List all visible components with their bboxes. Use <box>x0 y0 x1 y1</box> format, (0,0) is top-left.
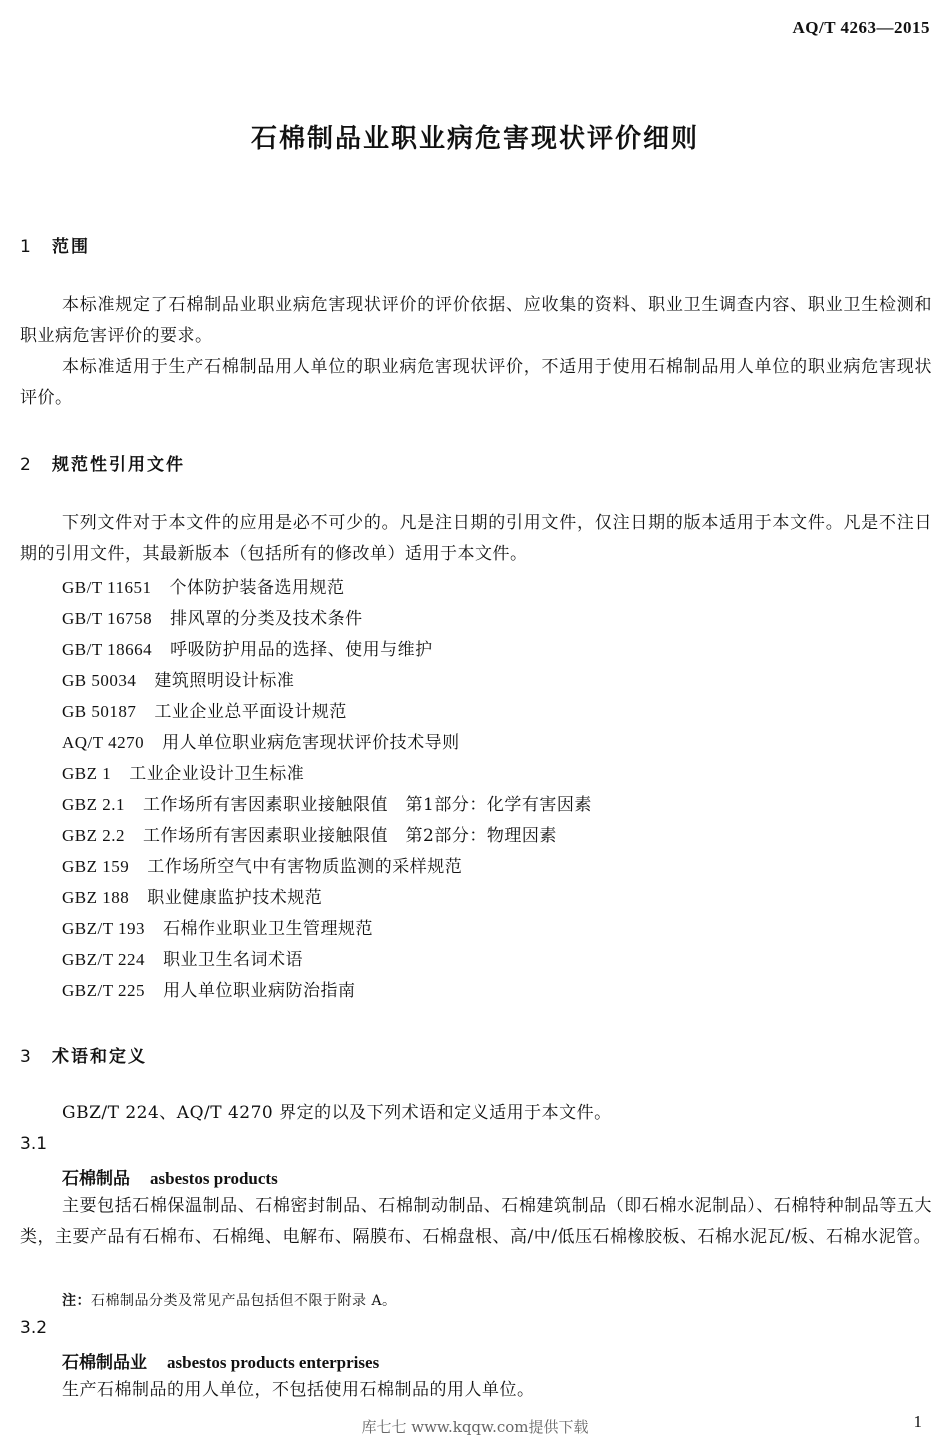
term-3-2-definition: 生产石棉制品的用人单位，不包括使用石棉制品的用人单位。 <box>62 1380 535 1400</box>
section-title: 范围 <box>52 237 90 257</box>
reference-item <box>62 635 433 660</box>
reference-title: 工作场所有害因素职业接触限值 第1部分：化学有害因素 <box>143 795 592 815</box>
reference-code: GBZ/T 224 <box>62 950 146 969</box>
reference-code: GBZ 188 <box>62 888 130 907</box>
reference-code: GB/T 16758 <box>62 609 153 628</box>
reference-item <box>62 573 345 598</box>
reference-item <box>62 604 363 629</box>
reference-title: 职业健康监护技术规范 <box>147 888 323 908</box>
reference-title: 工作场所有害因素职业接触限值 第2部分：物理因素 <box>143 826 557 846</box>
reference-code: GB/T 18664 <box>62 640 153 659</box>
reference-code: GBZ/T 193 <box>62 919 146 938</box>
term-3-1-heading <box>62 1164 278 1189</box>
reference-item <box>62 728 460 753</box>
term-zh: 石棉制品业 <box>62 1353 147 1373</box>
term-en: asbestos products <box>150 1169 278 1188</box>
note-text: 石棉制品分类及常见产品包括但不限于附录 A。 <box>91 1293 397 1309</box>
term-3-1-note <box>62 1290 397 1310</box>
term-3-2-number: 3.2 <box>20 1318 48 1338</box>
reference-title: 排风罩的分类及技术条件 <box>170 609 363 629</box>
term-3-2-heading <box>62 1348 379 1373</box>
reference-title: 石棉作业职业卫生管理规范 <box>163 919 374 939</box>
reference-item <box>62 666 294 691</box>
section-title: 规范性引用文件 <box>52 455 185 475</box>
section-1-paragraph-2: 本标准适用于生产石棉制品用人单位的职业病危害现状评价，不适用于使用石棉制品用人单位的职业病危害现状评价。 <box>20 357 932 408</box>
reference-title: 工业企业设计卫生标准 <box>129 764 305 784</box>
section-number: 2 <box>20 455 33 475</box>
section-number: 3 <box>20 1047 33 1067</box>
term-3-1-definition: 主要包括石棉保温制品、石棉密封制品、石棉制动制品、石棉建筑制品（即石棉水泥制品）、石棉特种制品等五大类，主要产品有石棉布、石棉绳、电解布、隔膜布、石棉盘根、高/中/低压石棉橡胶板、石棉水泥瓦/板、石棉水泥管。 <box>20 1196 932 1247</box>
document-title: 石棉制品业职业病危害现状评价细则 <box>250 124 699 154</box>
reference-title: 个体防护装备选用规范 <box>169 578 345 598</box>
term-zh: 石棉制品 <box>62 1169 130 1189</box>
section-3-heading <box>20 1042 147 1067</box>
term-3-1-number: 3.1 <box>20 1134 48 1154</box>
reference-title: 建筑照明设计标准 <box>154 671 295 691</box>
note-label: 注： <box>62 1293 91 1309</box>
reference-title: 呼吸防护用品的选择、使用与维护 <box>170 640 433 660</box>
page-number: 1 <box>913 1412 922 1431</box>
reference-title: 职业卫生名词术语 <box>163 950 304 970</box>
term-en: asbestos products enterprises <box>167 1353 380 1372</box>
section-number: 1 <box>20 237 33 257</box>
reference-code: GBZ/T 225 <box>62 981 146 1000</box>
reference-title: 用人单位职业病危害现状评价技术导则 <box>162 733 460 753</box>
reference-code: GB 50187 <box>62 702 137 721</box>
reference-item <box>62 697 347 722</box>
reference-code: GBZ 2.2 <box>62 826 125 845</box>
reference-title: 用人单位职业病防治指南 <box>163 981 356 1001</box>
reference-item <box>62 759 304 784</box>
reference-item <box>62 821 557 846</box>
reference-item <box>62 852 462 877</box>
reference-code: GB/T 11651 <box>62 578 152 597</box>
reference-code: GB 50034 <box>62 671 137 690</box>
standard-code: AQ/T 4263—2015 <box>792 18 930 37</box>
section-1-heading <box>20 232 90 257</box>
reference-title: 工业企业总平面设计规范 <box>154 702 347 722</box>
reference-code: GBZ 159 <box>62 857 130 876</box>
reference-item <box>62 976 356 1001</box>
download-watermark: 库七七 www.kqqw.com提供下载 <box>361 1418 589 1436</box>
reference-title: 工作场所空气中有害物质监测的采样规范 <box>147 857 463 877</box>
reference-code: GBZ 2.1 <box>62 795 125 814</box>
section-3-intro: GBZ/T 224、AQ/T 4270 界定的以及下列术语和定义适用于本文件。 <box>62 1103 612 1123</box>
section-1-paragraph-1: 本标准规定了石棉制品业职业病危害现状评价的评价依据、应收集的资料、职业卫生调查内容、职业卫生检测和职业病危害评价的要求。 <box>20 295 932 346</box>
reference-item <box>62 945 303 970</box>
reference-item <box>62 883 322 908</box>
section-2-intro: 下列文件对于本文件的应用是必不可少的。凡是注日期的引用文件，仅注日期的版本适用于本文件。凡是不注日期的引用文件，其最新版本（包括所有的修改单）适用于本文件。 <box>20 513 932 564</box>
section-2-heading <box>20 450 185 475</box>
reference-item <box>62 914 373 939</box>
reference-code: AQ/T 4270 <box>62 733 145 752</box>
reference-code: GBZ 1 <box>62 764 112 783</box>
section-title: 术语和定义 <box>52 1047 147 1067</box>
reference-item <box>62 790 592 815</box>
